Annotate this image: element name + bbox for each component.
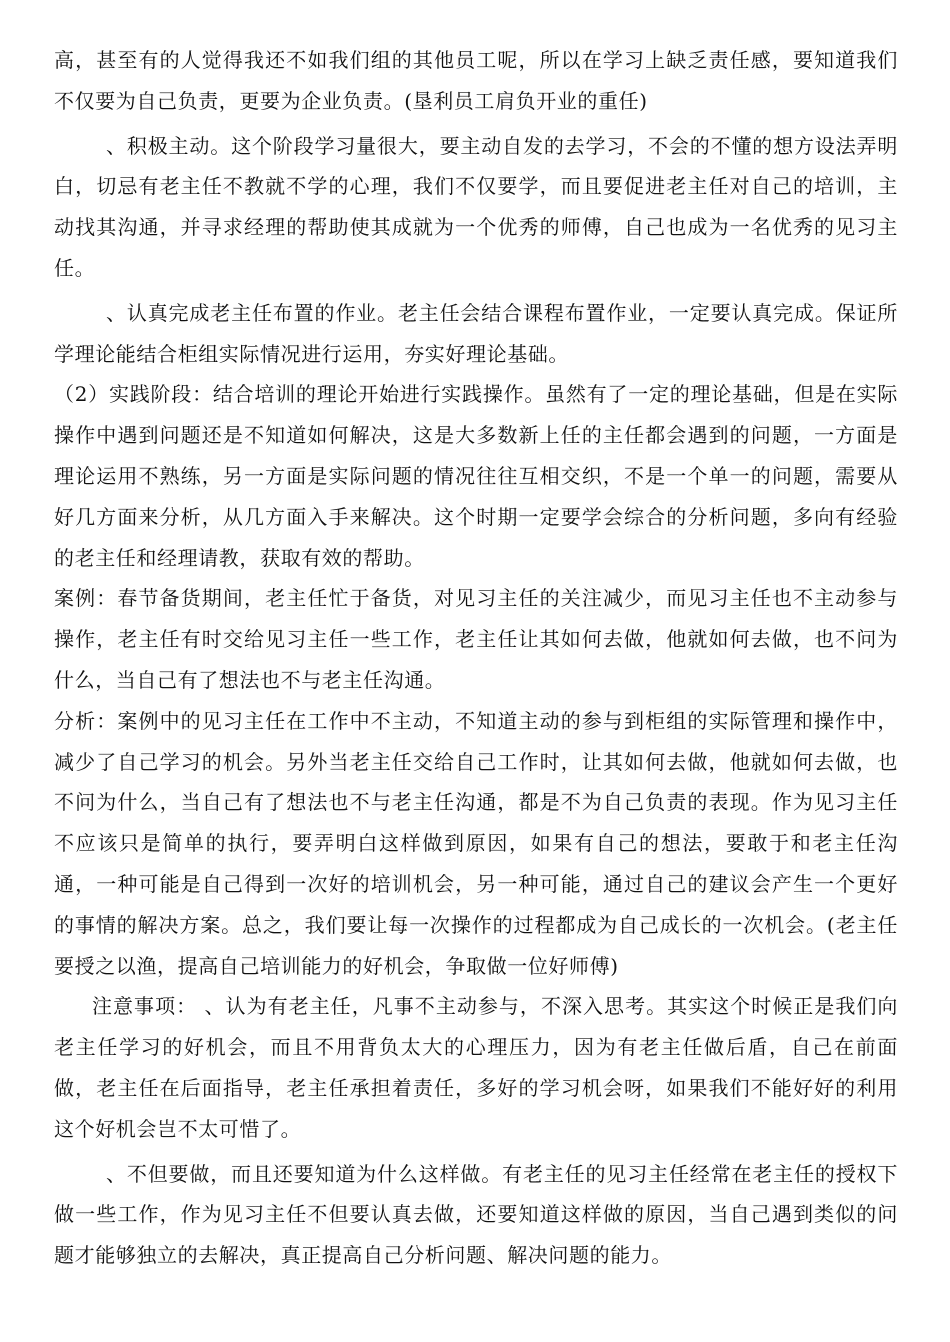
document-page <box>54 40 898 1276</box>
paragraph-complete-homework: 、认真完成老主任布置的作业。老主任会结合课程布置作业，一定要认真完成。保证所学理论能结合柜组实际情况进行运用，夯实好理论基础。 <box>54 300 898 366</box>
paragraph-analysis: 分析：案例中的见习主任在工作中不主动，不知道主动的参与到柜组的实际管理和操作中，减少了自己学习的机会。另外当老主任交给自己工作时，让其如何去做，他就如何去做，也不问为什么，当自己有了想法也不与老主任沟通，都是不为自己负责的表现。作为见习主任不应该只是简单的执行，要弄明白这样做到原因，如果有自己的想法，要敢于和老主任沟通，一种可能是自己得到一次好的培训机会，另一种可能，通过自己的建议会产生一个更好的事情的解决方案。总之，我们要让每一次操作的过程都成为自己成长的一次机会。(老主任要授之以渔，提高自己培训能力的好机会，争取做一位好师傅) <box>54 708 898 978</box>
paragraph-responsibility-end: 高，甚至有的人觉得我还不如我们组的其他员工呢，所以在学习上缺乏责任感，要知道我们不仅要为自己负责，更要为企业负责。(垦利员工肩负开业的重任) <box>54 48 898 113</box>
paragraph-know-why: 、不但要做，而且还要知道为什么这样做。有老主任的见习主任经常在老主任的授权下做一些工作，作为见习主任不但要认真去做，还要知道这样做的原因，当自己遇到类似的问题才能够独立的去解决，真正提高自己分析问题、解决问题的能力。 <box>54 1161 898 1268</box>
paragraph-case: 案例：春节备货期间，老主任忙于备货，对见习主任的关注减少，而见习主任也不主动参与操作，老主任有时交给见习主任一些工作，老主任让其如何去做，他就如何去做，也不问为什么，当自己有了想法也不与老主任沟通。 <box>54 586 898 692</box>
paragraph-be-proactive: 、积极主动。这个阶段学习量很大，要主动自发的去学习，不会的不懂的想方设法弄明白，切忌有老主任不教就不学的心理，我们不仅要学，而且要促进老主任对自己的培训，主动找其沟通，并寻求经理的帮助使其成就为一个优秀的师傅，自己也成为一名优秀的见习主任。 <box>54 133 898 280</box>
paragraph-practice-stage: （2）实践阶段：结合培训的理论开始进行实践操作。虽然有了一定的理论基础，但是在实际操作中遇到问题还是不知道如何解决，这是大多数新上任的主任都会遇到的问题，一方面是理论运用不熟练，另一方面是实际问题的情况往往互相交织，不是一个单一的问题，需要从好几方面来分析，从几方面入手来解决。这个时期一定要学会综合的分析问题，多向有经验的老主任和经理请教，获取有效的帮助。 <box>54 382 898 570</box>
paragraph-notes: 注意事项： 、认为有老主任，凡事不主动参与，不深入思考。其实这个时候正是我们向老主任学习的好机会，而且不用背负太大的心理压力，因为有老主任做后盾，自己在前面做，老主任在后面指导，老主任承担着责任，多好的学习机会呀，如果我们不能好好的利用这个好机会岂不太可惜了。 <box>54 994 898 1141</box>
